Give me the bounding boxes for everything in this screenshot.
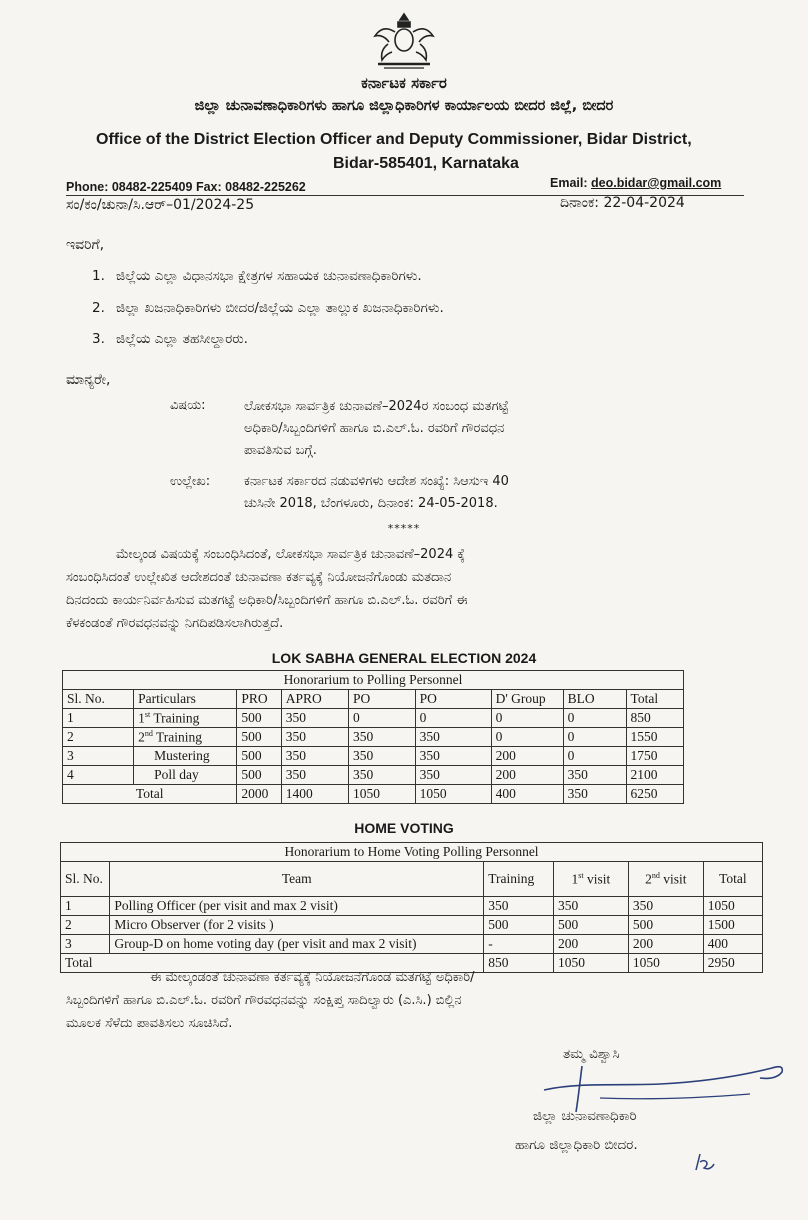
table-header-row: Sl. No. Particulars PRO APRO PO PO D' Group BLO Total: [63, 690, 684, 709]
email-label: Email:: [550, 176, 588, 190]
subject-text: ಲೋಕಸಭಾ ಸಾರ್ವತ್ರಿಕ ಚುನಾವಣೆ–2024ರ ಸಂಬಂಧ ಮತಗಟ್ಟೆ ಅಧಿಕಾರಿ/ಸಿಬ್ಬಂದಿಗಳಿಗೆ ಹಾಗೂ ಬಿ.ಎಲ್.ಓ. ರವರಿಗೆ ಗೌರವಧನ ಪಾವತಿಸುವ ಬಗ್ಗೆ.: [244, 399, 509, 458]
table-row: 2 Micro Observer (for 2 visits ) 500 500 500 1500: [61, 916, 763, 935]
table1-heading: LOK SABHA GENERAL ELECTION 2024: [271, 650, 537, 666]
addressee-heading: ಇವರಿಗೆ,: [66, 237, 105, 253]
table-total-row: Total 850 1050 1050 2950: [61, 954, 763, 973]
separator-stars: *****: [387, 522, 421, 535]
initial-mark: [690, 1150, 720, 1174]
reference-label: ಉಲ್ಲೇಖ:: [170, 474, 211, 489]
office-title-kannada: ಜಿಲ್ಲಾ ಚುನಾವಣಾಧಿಕಾರಿಗಳು ಹಾಗೂ ಜಿಲ್ಲಾಧಿಕಾರಿಗಳ ಕಾರ್ಯಾಲಯ ಬೀದರ ಜಿಲ್ಲೆ, ಬೀದರ: [194, 98, 614, 114]
table1-caption: Honorarium to Polling Personnel: [63, 671, 684, 690]
recipient-item: 1. ಜಿಲ್ಲೆಯ ಎಲ್ಲಾ ವಿಧಾನಸಭಾ ಕ್ಷೇತ್ರಗಳ ಸಹಾಯಕ ಚುನಾವಣಾಧಿಕಾರಿಗಳು.: [92, 268, 422, 284]
table-header-row: Sl. No. Team Training 1st visit 2nd visit Total: [61, 862, 763, 897]
table2-heading: HOME VOTING: [354, 820, 454, 836]
body-paragraph-1: ಮೇಲ್ಕಂಡ ವಿಷಯಕ್ಕೆ ಸಂಬಂಧಿಸಿದಂತೆ, ಲೋಕಸಭಾ ಸಾರ್ವತ್ರಿಕ ಚುನಾವಣೆ–2024 ಕ್ಕೆ ಸಂಬಂಧಿಸಿದಂತೆ ಉಲ್ಲೇಖಿತ ಆದೇಶದಂತೆ ಚುನಾವಣಾ ಕರ್ತವ್ಯಕ್ಕೆ ನಿಯೋಜನೆಗೊಂಡು ಮತದಾನ ದಿನದಂದು ಕಾರ್ಯನಿರ್ವಹಿಸುವ ಮತಗಟ್ಟೆ ಅಧಿಕಾರಿ/ಸಿಬ್ಬಂದಿಗಳಿಗೆ ಹಾಗೂ ಬಿ.ಎಲ್.ಓ. ರವರಿಗೆ ಈ ಕೆಳಕಂಡಂತೆ ಗೌರವಧನವನ್ನು ನಿಗದಿಪಡಿಸಲಾಗಿರುತ್ತದೆ.: [66, 547, 468, 631]
email-line: [550, 176, 721, 190]
state-emblem-icon: [364, 10, 444, 72]
body-paragraph-2: ಈ ಮೇಲ್ಕಂಡಂತೆ ಚುನಾವಣಾ ಕರ್ತವ್ಯಕ್ಕೆ ನಿಯೋಜನೆಗೊಂಡ ಮತಗಟ್ಟೆ ಅಧಿಕಾರಿ/ ಸಿಬ್ಬಂದಿಗಳಿಗೆ ಹಾಗೂ ಬಿ.ಎಲ್.ಓ. ರವರಿಗೆ ಗೌರವಧನವನ್ನು ಸಂಕ್ಷಿಪ್ತ ಸಾದಿಲ್ವಾರು (ಎ.ಸಿ.) ಬಿಲ್ಲಿನ ಮೂಲಕ ಸೆಳೆದು ಪಾವತಿಸಲು ಸೂಚಿಸಿದೆ.: [66, 970, 475, 1031]
home-voting-honorarium-table: [60, 842, 763, 973]
table-row: 1 Polling Officer (per visit and max 2 visit) 350 350 350 1050: [61, 897, 763, 916]
letter-date: ದಿನಾಂಕ: 22-04-2024: [560, 195, 685, 211]
reference-number: ಸಂ/ಕಂ/ಚುನಾ/ಸಿ.ಆರ್–01/2024-25: [66, 197, 255, 213]
table-row: 3 Mustering 500 350 350 350 200 0 1750: [63, 747, 684, 766]
table-row: 1 1st Training 500 350 0 0 0 0 850: [63, 709, 684, 728]
table-total-row: Total 2000 1400 1050 1050 400 350 6250: [63, 785, 684, 804]
polling-honorarium-table: [62, 670, 684, 804]
office-title-english-line2: Bidar-585401, Karnataka: [333, 155, 519, 172]
signatory-designation-1: ಜಿಲ್ಲಾ ಚುನಾವಣಾಧಿಕಾರಿ: [533, 1108, 637, 1124]
recipient-item: 3. ಜಿಲ್ಲೆಯ ಎಲ್ಲಾ ತಹಸೀಲ್ದಾರರು.: [92, 331, 248, 347]
closing-phrase: ತಮ್ಮ ವಿಶ್ವಾಸಿ: [563, 1046, 620, 1062]
phone-fax: Phone: 08482-225409 Fax: 08482-225262: [66, 180, 306, 194]
subject-label: ವಿಷಯ:: [170, 398, 206, 413]
salutation: ಮಾನ್ಯರೇ,: [66, 372, 111, 388]
office-title-english-line1: Office of the District Election Officer and Deputy Commissioner, Bidar District,: [96, 131, 692, 148]
table-row: 2 2nd Training 500 350 350 350 0 0 1550: [63, 728, 684, 747]
recipient-item: 2. ಜಿಲ್ಲಾ ಖಜನಾಧಿಕಾರಿಗಳು ಬೀದರ/ಜಿಲ್ಲೆಯ ಎಲ್ಲಾ ತಾಲ್ಲುಕ ಖಜನಾಧಿಕಾರಿಗಳು.: [92, 300, 444, 316]
email-address[interactable]: deo.bidar@gmail.com: [591, 176, 722, 190]
signatory-designation-2: ಹಾಗೂ ಜಿಲ್ಲಾಧಿಕಾರಿ ಬೀದರ.: [515, 1137, 638, 1153]
reference-text: ಕರ್ನಾಟಕ ಸರ್ಕಾರದ ನಡುವಳಿಗಳು ಆದೇಶ ಸಂಖ್ಯೆ: ಸಿಆಸುಇ 40 ಚುಸಿನೇ 2018, ಬೆಂಗಳೂರು, ದಿನಾಂಕ: 24-05-2018.: [244, 474, 509, 511]
government-title: ಕರ್ನಾಟಕ ಸರ್ಕಾರ: [361, 74, 447, 92]
table-row: 3 Group-D on home voting day (per visit and max 2 visit) - 200 200 400: [61, 935, 763, 954]
table2-caption: Honorarium to Home Voting Polling Personnel: [61, 843, 763, 862]
table-row: 4 Poll day 500 350 350 350 200 350 2100: [63, 766, 684, 785]
